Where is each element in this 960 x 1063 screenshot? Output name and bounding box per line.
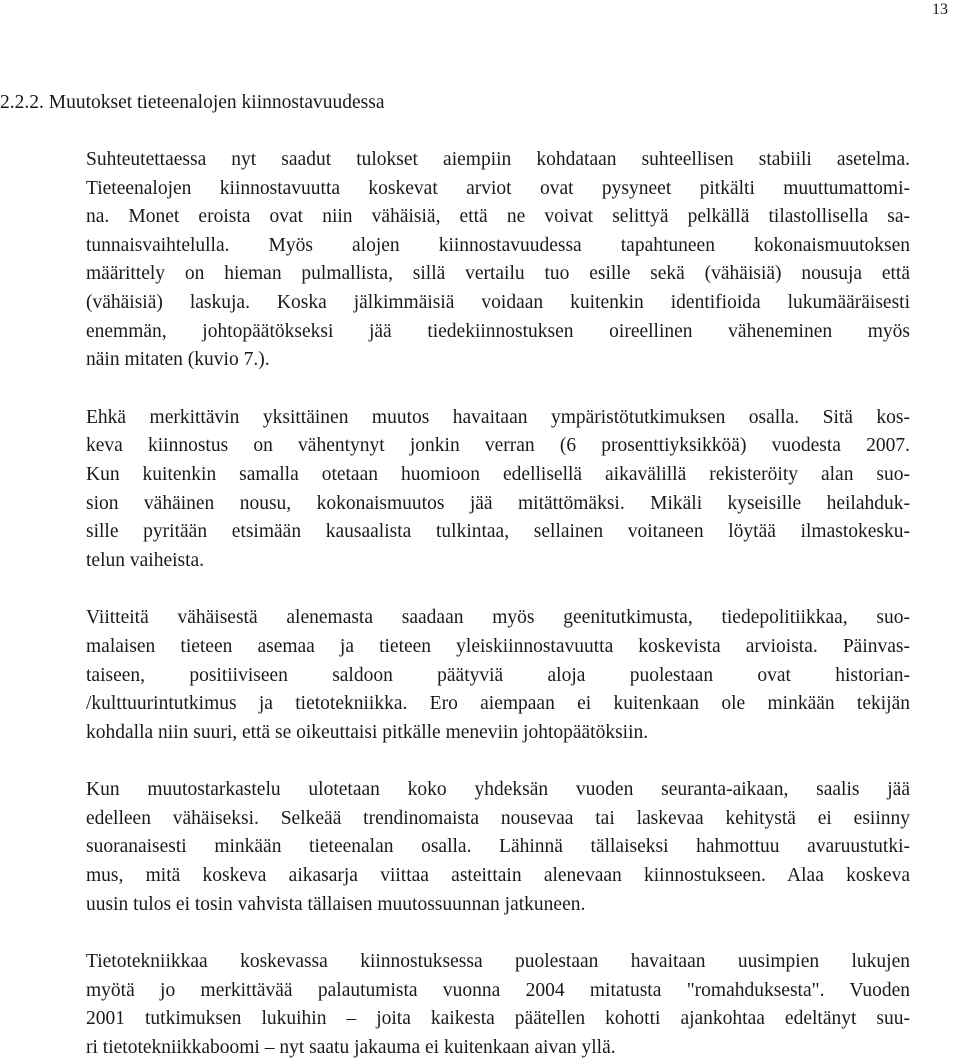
- text-line: myötä jo merkittävää palautumista vuonna 2004 mitatusta "romahduksesta". Vuoden: [86, 979, 910, 1001]
- text-line: ri tietotekniikkaboomi – nyt saatu jakauma ei kuitenkaan aivan yllä.: [86, 1037, 616, 1059]
- text-line: Kun muutostarkastelu ulotetaan koko yhdeksän vuoden seuranta-aikaan, saalis jää: [86, 779, 910, 801]
- text-line: enemmän, johtopäätökseksi jää tiedekiinnostuksen oireellinen väheneminen myös: [86, 320, 910, 342]
- text-line: tunnaisvaihtelulla. Myös alojen kiinnostavuudessa tapahtuneen kokonaismuutoksen: [86, 234, 910, 256]
- section-heading: 2.2.2. Muutokset tieteenalojen kiinnostavuudessa: [0, 92, 385, 113]
- text-line: uusin tulos ei tosin vahvista tällaisen muutossuunnan jatkuneen.: [86, 893, 586, 915]
- text-line: telun vaiheista.: [86, 549, 205, 571]
- text-line: Tieteenalojen kiinnostavuutta koskevat arviot ovat pysyneet pitkälti muuttumattomi-: [86, 177, 910, 199]
- text-line: malaisen tieteen asemaa ja tieteen yleiskiinnostavuutta koskevista arvioista. Päinvas-: [86, 635, 910, 657]
- text-line: Tietotekniikkaa koskevassa kiinnostuksessa puolestaan havaitaan uusimpien lukujen: [86, 951, 910, 973]
- paragraph: [86, 404, 910, 576]
- text-line: /kulttuurintutkimus ja tietotekniikka. Ero aiempaan ei kuitenkaan ole minkään tekijän: [86, 693, 910, 715]
- paragraph: [86, 146, 910, 375]
- body-text: [86, 146, 910, 1063]
- text-line: na. Monet eroista ovat niin vähäisiä, että ne voivat selittyä pelkällä tilastollisella sa-: [86, 206, 910, 228]
- text-line: taiseen, positiiviseen saldoon päätyviä aloja puolestaan ovat historian-: [86, 664, 910, 686]
- text-line: Kun kuitenkin samalla otetaan huomioon edellisellä aikavälillä rekisteröity alan suo-: [86, 463, 910, 485]
- text-line: (vähäisiä) laskuja. Koska jälkimmäisiä voidaan kuitenkin identifioida lukumääräisesti: [86, 291, 910, 313]
- text-line: Viitteitä vähäisestä alenemasta saadaan myös geenitutkimusta, tiedepolitiikkaa, suo-: [86, 607, 910, 629]
- text-line: mus, mitä koskeva aikasarja viittaa asteittain alenevaan kiinnostukseen. Alaa koskeva: [86, 865, 910, 887]
- text-line: sion vähäinen nousu, kokonaismuutos jää mitättömäksi. Mikäli kyseisille heilahduk-: [86, 492, 910, 514]
- text-line: kohdalla niin suuri, että se oikeuttaisi pitkälle meneviin johtopäätöksiin.: [86, 721, 649, 743]
- paragraph: [86, 776, 910, 919]
- page-number: 13: [932, 1, 948, 18]
- paragraph: [86, 604, 910, 747]
- text-line: keva kiinnostus on vähentynyt jonkin verran (6 prosenttiyksikköä) vuodesta 2007.: [86, 435, 910, 457]
- text-line: suoranaisesti minkään tieteenalan osalla. Lähinnä tällaiseksi hahmottuu avaruustutki-: [86, 836, 910, 858]
- text-line: 2001 tutkimuksen lukuihin – joita kaikesta päätellen kohotti ajankohtaa edeltänyt suu-: [86, 1008, 910, 1030]
- text-line: Suhteutettaessa nyt saadut tulokset aiempiin kohdataan suhteellisen stabiili asetelma.: [86, 149, 910, 170]
- paragraph: [86, 948, 910, 1062]
- text-line: sille pyritään etsimään kausaalista tulkintaa, sellainen voitaneen löytää ilmastokesku-: [86, 521, 910, 543]
- text-line: edelleen vähäiseksi. Selkeää trendinomaista nousevaa tai laskevaa kehitystä ei esiinny: [86, 807, 910, 829]
- text-line: Ehkä merkittävin yksittäinen muutos havaitaan ympäristötutkimuksen osalla. Sitä kos-: [86, 406, 910, 428]
- text-line: näin mitaten (kuvio 7.).: [86, 349, 270, 371]
- text-line: määrittely on hieman pulmallista, sillä vertailu tuo esille sekä (vähäisiä) nousuja että: [86, 263, 910, 285]
